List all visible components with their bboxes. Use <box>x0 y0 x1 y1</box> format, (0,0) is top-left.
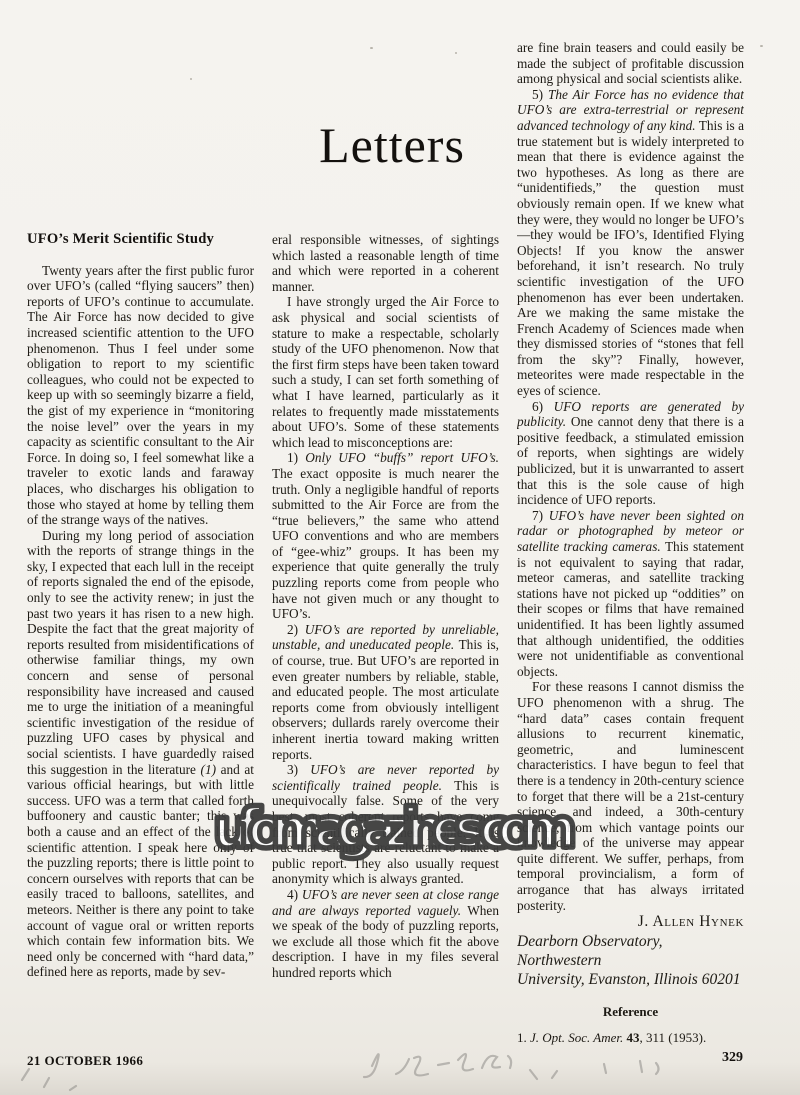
paragraph <box>272 622 499 762</box>
letter-heading: UFO’s Merit Scientific Study <box>27 232 215 247</box>
author-signature: J. Allen Hynek <box>637 913 744 931</box>
text-run: 5) <box>532 86 548 102</box>
text-run: One cannot deny that there is a positive feedback, a stimulated emission of reports, when sightings are widely publicized, but it is unwarranted to assert that this is the sole cause of high incidence of UFO reports. <box>517 414 744 508</box>
reference-citation <box>517 1030 744 1046</box>
text-run: 4) <box>287 886 302 902</box>
column-3 <box>517 40 744 1052</box>
italic-text: UFO’s are reported by unreliable, unstable, and uneducated people. <box>272 621 499 653</box>
column-3-text <box>517 40 744 913</box>
italic-text: UFO’s are never seen at close range and are always reported vaguely. <box>272 886 499 918</box>
text-run: This is unequivocally false. Some of the very best, most coherent reports have come from scientifically trained people. It is true that scientists are reluctant to make a public report. They also usually request anonymity which is always granted. <box>272 777 499 887</box>
paragraph <box>272 887 499 981</box>
text-run: For these reasons I cannot dismiss the UFO phenomenon with a shrug. The “hard data” cases contain frequent allusions to recurrent kinematic, geometric, and luminescent characteristics. I have begun to feel that there is a tendency in 20th-century science to forget that there will be a 21st-century science, and indeed, a 30th-century science, from which vantage points our knowledge of the universe may appear quite different. We suffer, perhaps, from temporal provincialism, a form of arrogance that has always irritated posterity. <box>517 679 744 913</box>
affiliation-line-1: Dearborn Observatory, Northwestern <box>517 932 663 969</box>
text-run: 1) <box>287 450 306 466</box>
italic-text: (1) <box>200 761 217 777</box>
issue-date: 21 OCTOBER 1966 <box>27 1053 144 1068</box>
scan-speck <box>455 52 457 54</box>
column-2-text <box>272 232 499 981</box>
bold-text: 43 <box>626 1030 640 1046</box>
text-run: During my long period of association with the reports of strange things in the sky, I expected that each lull in the receipt of reports signaled the end of the episode, only to see the activity renew; in just the past two years it has risen to a new high. Despite the fact that the great majority of reports resulted from misidentifications of otherwise familiar things, my own concern and sense of personal responsibility have increased and caused me to urge the initiation of a meaningful scientific investigation of the residue of puzzling UFO cases by physical and social scientists. I have guardedly raised this suggestion in the literature <box>27 527 254 777</box>
page-number: 329 <box>722 1050 743 1065</box>
text-run: The exact opposite is much nearer the truth. Only a negligible handful of reports submitted to the Air Force are from the “true believers,” the same who attend UFO conventions and who are members of “gee-whiz” groups. It has been my experience that quite generally the truly puzzling reports come from people who have not given much or any thought to UFO’s. <box>272 465 499 622</box>
text-run: 1. <box>517 1030 530 1046</box>
scan-speck <box>760 45 763 47</box>
page-title: Letters <box>319 117 465 173</box>
italic-text: The Air Force has no evidence that UFO’s are extra-terrestrial or represent advanced technology of any kind. <box>517 86 744 133</box>
text-run: are fine brain teasers and could easily be made the subject of profitable discussion among physical and social scientists alike. <box>517 40 744 87</box>
text-run: 3) <box>287 762 311 778</box>
column-1-text <box>27 263 254 980</box>
text-run: 2) <box>287 621 305 637</box>
paragraph <box>272 450 499 622</box>
text-run: 7) <box>532 507 549 523</box>
column-2 <box>272 232 499 1050</box>
author-affiliation <box>517 932 744 989</box>
scan-speck <box>370 47 373 49</box>
paragraph <box>272 762 499 887</box>
italic-text: UFO reports are generated by publicity. <box>517 398 744 430</box>
paragraph <box>517 399 744 508</box>
text-run: This is a true statement but is widely interpreted to mean that there is evidence against the two hypotheses. As long as there are “unidentifieds,” the question must obviously remain open. If we knew what they were, they would no longer be UFO’s—they would be IFO’s, Identified Flying Objects! If you know the answer beforehand, it isn’t research. No truly scientific investigation of the UFO phenomenon has ever been undertaken. Are we making the same mistake the French Academy of Sciences made when they dismissed stories of “stones that fell from the sky”? Finally, however, meteorites were made respectable in the eyes of science. <box>517 117 744 399</box>
italic-text: Only UFO “buffs” report UFO’s. <box>305 450 499 466</box>
paragraph <box>272 232 499 294</box>
watermark-text: ufomagazines.com <box>213 797 575 860</box>
paragraph <box>27 263 254 528</box>
text-run: 6) <box>532 398 554 414</box>
text-run: Twenty years after the first public furor over UFO’s (called “flying saucers” then) reports of UFO’s continue to accumulate. The Air Force has now decided to give increased scientific attention to the UFO phenomenon. Thus I feel under some obligation to report to my scientific colleagues, who could not be expected to keep up with so seemingly bizarre a field, the gist of my experience in “monitoring the noise level” over the years in my capacity as scientific consultant to the Air Force. In doing so, I feel somewhat like a traveler to exotic lands and faraway places, who discharges his obligation to those who stayed at home by telling them of the strange ways of the natives. <box>27 262 254 528</box>
affiliation-line-2: University, Evanston, Illinois 60201 <box>517 970 741 988</box>
italic-text: UFO’s are never reported by scientifically trained people. <box>272 762 499 793</box>
text-run: When we speak of the body of puzzling reports, we exclude all those which fit the above description. I have in my files several hundred reports which <box>272 902 499 980</box>
paragraph <box>27 528 254 980</box>
paragraph <box>517 87 744 399</box>
column-1 <box>27 232 254 1050</box>
text-run: and at various official hearings, but with little success. UFO was a term that called forth buffoonery and caustic banter; this was both a cause and an effect of the lack of scientific attention. I speak here only of the puzzling reports; there is little point to concern ourselves with reports that can be easily traced to balloons, satellites, and meteors. Neither is there any point to take account of vague oral or written reports which contain few information bits. We need only be concerned with “hard data,” defined here as reports, made by sev- <box>27 761 254 980</box>
italic-text: UFO’s have never been sighted on radar or photographed by meteor or satellite tracking cameras. <box>517 507 744 554</box>
paragraph <box>517 679 744 913</box>
paragraph <box>272 294 499 450</box>
paragraph <box>517 40 744 87</box>
text-run: This statement is not equivalent to saying that radar, meteor cameras, and satellite tracking stations have not picked up “oddities” on their scopes or films that have remained unidentified. It has been lightly assumed that although unidentified, the oddities were not unidentifiable as conventional objects. <box>517 539 744 679</box>
text-run: This is, of course, true. But UFO’s are reported in even greater numbers by reliable, stable, and educated people. The most articulate reports come from obviously intelligent observers; dullards rarely overcome their inherent inertia toward making written reports. <box>272 637 499 762</box>
scan-speck <box>190 78 192 80</box>
text-run: , 311 (1953). <box>639 1030 707 1046</box>
italic-text: J. Opt. Soc. Amer. <box>530 1030 624 1046</box>
text-run: eral responsible witnesses, of sightings which lasted a reasonable length of time and which were reported in a coherent manner. <box>272 232 499 294</box>
paragraph <box>517 508 744 680</box>
text-run: I have strongly urged the Air Force to ask physical and social scientists of stature to make a respectable, scholarly study of the UFO phenomenon. Now that the first firm steps have been taken toward such a study, I can set forth something of what I have learned, particularly as it relates to frequently made misstatements about UFO’s. Some of these statements which lead to misconceptions are: <box>272 294 499 450</box>
reference-heading: Reference <box>602 1003 659 1019</box>
